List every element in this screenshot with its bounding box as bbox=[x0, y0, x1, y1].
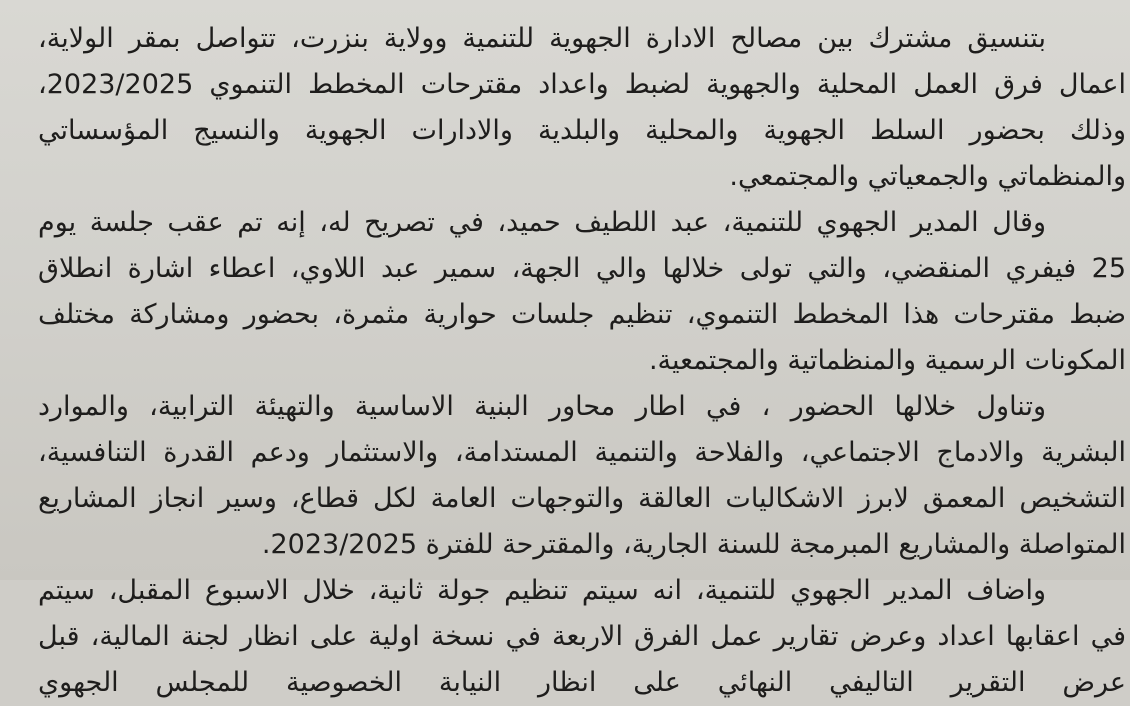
article-line: والمنظماتي والجمعياتي والمجتمعي. bbox=[729, 161, 1126, 192]
article-line: وذلك بحضور السلط الجهوية والمحلية والبلدية والادارات الجهوية والنسيج المؤسساتي bbox=[38, 115, 1126, 146]
article-line: واضاف المدير الجهوي للتنمية، انه سيتم تنظيم جولة ثانية، خلال الاسبوع المقبل، سيتم bbox=[38, 575, 1046, 606]
article-line: المكونات الرسمية والمنظماتية والمجتمعية. bbox=[648, 345, 1126, 376]
article-line: اعمال فرق العمل المحلية والجهوية لضبط واعداد مقترحات المخطط التنموي 2023/2025، bbox=[38, 69, 1126, 100]
article-body bbox=[38, 0, 1126, 698]
article-line: 25 فيفري المنقضي، والتي تولى خلالها والي الجهة، سمير عبد اللاوي، اعطاء اشارة انطلاق bbox=[38, 253, 1126, 284]
article-line: وقال المدير الجهوي للتنمية، عبد اللطيف حميد، في تصريح له، إنه تم عقب جلسة يوم bbox=[38, 207, 1046, 238]
article-line: التشخيص المعمق لابرز الاشكاليات العالقة والتوجهات العامة لكل قطاع، وسير انجاز المشاريع bbox=[38, 483, 1126, 514]
article-line: بتنسيق مشترك بين مصالح الادارة الجهوية للتنمية وولاية بنزرت، تتواصل بمقر الولاية، bbox=[38, 23, 1046, 54]
article-line: المتواصلة والمشاريع المبرمجة للسنة الجارية، والمقترحة للفترة 2023/2025. bbox=[261, 529, 1126, 560]
article-line: ضبط مقترحات هذا المخطط التنموي، تنظيم جلسات حوارية مثمرة، بحضور ومشاركة مختلف bbox=[38, 299, 1126, 330]
article-line: وتناول خلالها الحضور ، في اطار محاور البنية الاساسية والتهيئة الترابية، والموارد bbox=[38, 391, 1046, 422]
article-line: في اعقابها اعداد وعرض تقارير عمل الفرق الاربعة في نسخة اولية على انظار لجنة المالية، قبل bbox=[38, 621, 1126, 652]
article-line: عرض التقرير التاليفي النهائي على انظار النيابة الخصوصية للمجلس الجهوي bbox=[38, 667, 1126, 698]
article-line: البشرية والادماج الاجتماعي، والفلاحة والتنمية المستدامة، والاستثمار ودعم القدرة التنافسية، bbox=[38, 437, 1126, 468]
